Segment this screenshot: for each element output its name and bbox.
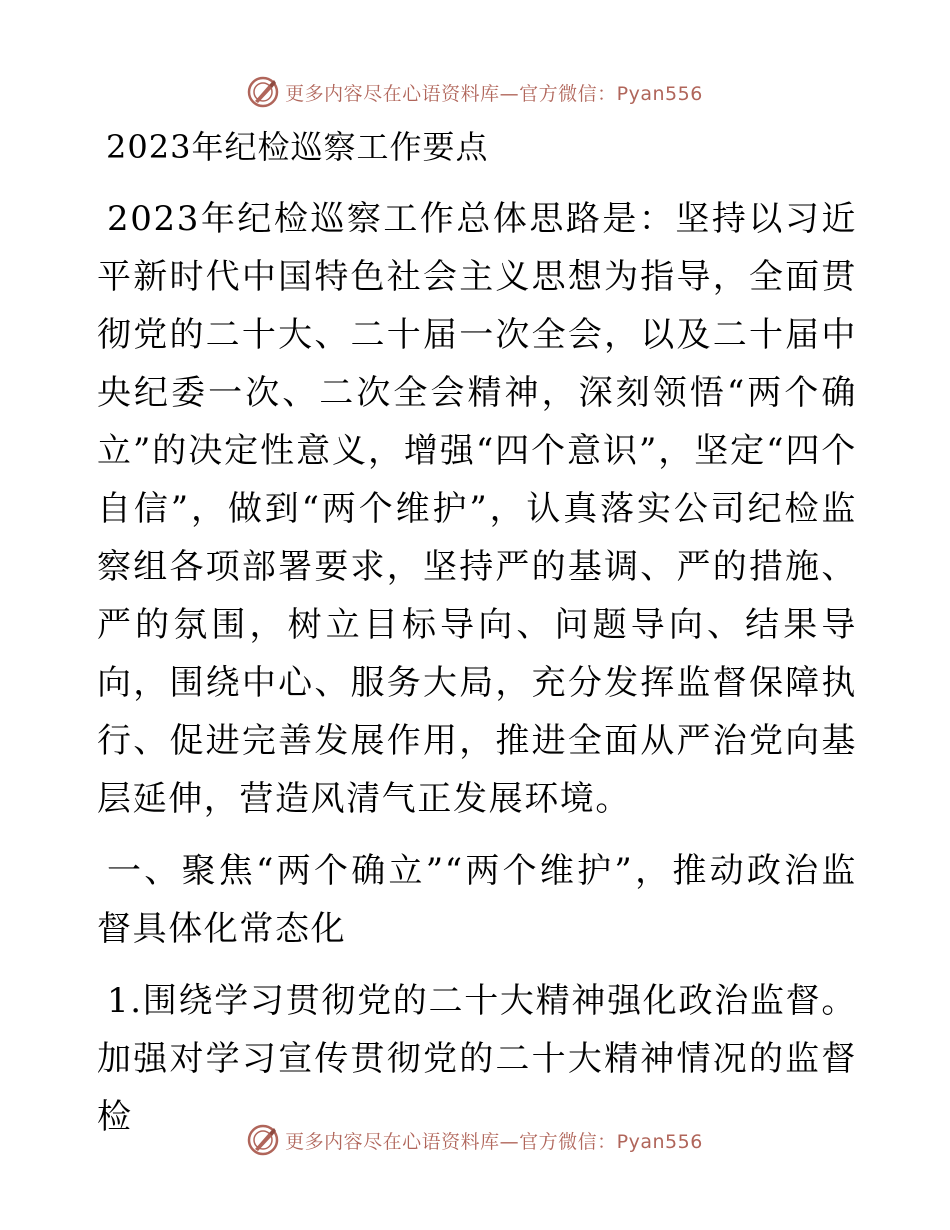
- quill-circle-logo-icon: [247, 1124, 279, 1156]
- watermark-banner-bottom: [0, 1120, 950, 1160]
- quill-circle-logo-icon: [247, 76, 279, 108]
- section-heading: 一、聚焦“两个确立”“两个维护”，推动政治监督具体化常态化: [97, 851, 857, 949]
- watermark-text: 更多内容尽在心语资料库—官方微信：Pyan556: [285, 1130, 703, 1153]
- watermark-banner-top: [0, 72, 950, 112]
- intro-paragraph: 2023年纪检巡察工作总体思路是：坚持以习近平新时代中国特色社会主义思想为指导，全面贯彻党的二十大、二十届一次全会，以及二十届中央纪委一次、二次全会精神，深刻领悟“两个确立”的决定性意义，增强“四个意识”，坚定“四个自信”，做到“两个维护”，认真落实公司纪检监察组各项部署要求，坚持严的基调、严的措施、严的氛围，树立目标导向、问题导向、结果导向，围绕中心、服务大局，充分发挥监督保障执行、促进完善发展作用，推进全面从严治党向基层延伸，营造风清气正发展环境。: [97, 199, 857, 819]
- document-body: [97, 118, 857, 1146]
- watermark-text: 更多内容尽在心语资料库—官方微信：Pyan556: [285, 82, 703, 105]
- list-item-paragraph: 1.围绕学习贯彻党的二十大精神强化政治监督。加强对学习宣传贯彻党的二十大精神情况的监督检: [97, 981, 857, 1137]
- document-title: 2023年纪检巡察工作要点: [106, 128, 489, 166]
